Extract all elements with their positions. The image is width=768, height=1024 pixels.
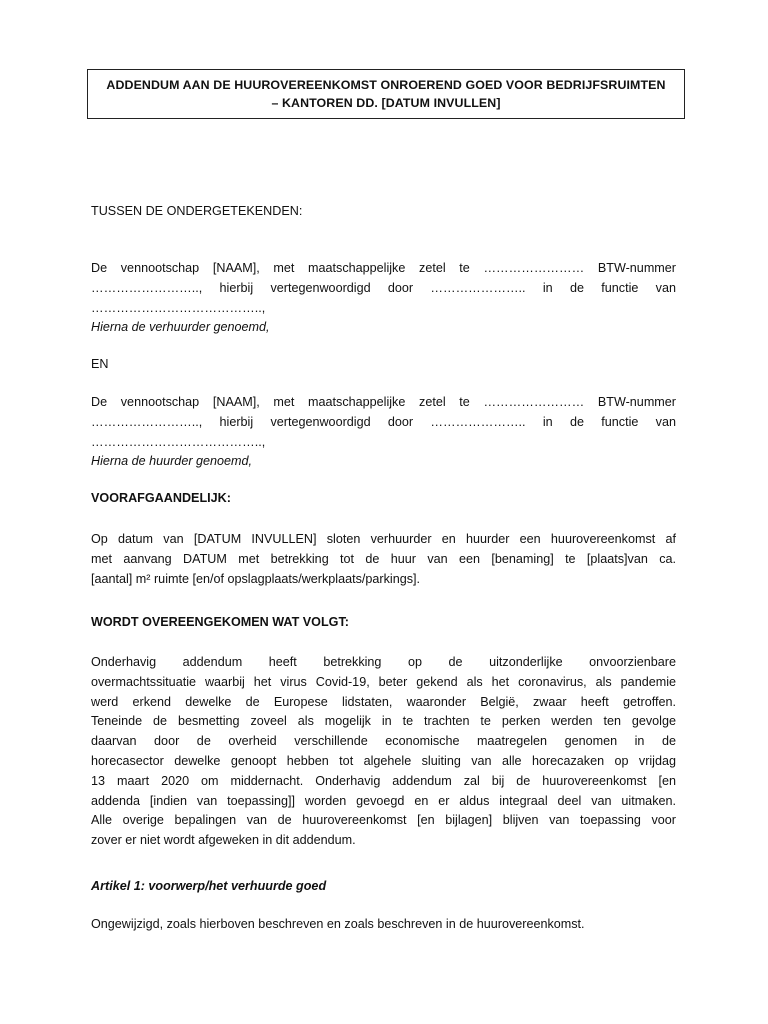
party-2-line-3: ………………………………….., — [91, 434, 266, 449]
party-2-role: Hierna de huurder genoemd, — [91, 454, 253, 469]
agreement-line: horecasector dewelke genoopt hebben tot algehele sluiting van alle horecazaken op vrijdag — [91, 753, 676, 768]
agreement-line: Teneinde de besmetting zoveel als mogelijk in te trachten te perken werden ten gevolge — [91, 714, 676, 729]
party-1-block — [91, 259, 676, 338]
agreement-line: zover er niet wordt afgeweken in dit addendum. — [91, 833, 356, 848]
preamble-line-3: [aantal] m² ruimte [en/of opslagplaats/werkplaats/parkings]. — [91, 571, 420, 586]
agreement-line: Alle overige bepalingen van de huurovereenkomst [en bijlagen] blijven van toepassing voor — [91, 813, 676, 828]
party-2-line-1: De vennootschap [NAAM], met maatschappelijke zetel te …………………… BTW-nummer — [91, 395, 676, 409]
party-1-line-1: De vennootschap [NAAM], met maatschappelijke zetel te …………………… BTW-nummer — [91, 261, 676, 275]
preamble-heading: VOORAFGAANDELIJK: — [91, 491, 231, 505]
party-1-role: Hierna de verhuurder genoemd, — [91, 320, 270, 335]
preamble-line-1: Op datum van [DATUM INVULLEN] sloten verhuurder en huurder een huurovereenkomst af — [91, 532, 676, 546]
agreement-heading: WORDT OVEREENGEKOMEN WAT VOLGT: — [91, 615, 349, 629]
preamble-line-2: met aanvang DATUM met betrekking tot de huur van een [benaming] te [plaats]van ca. — [91, 551, 676, 566]
agreement-line: daarvan door de overheid verschillende economische maatregelen genomen in de — [91, 734, 676, 749]
document-title-box — [87, 69, 685, 119]
document-title-line-1: ADDENDUM AAN DE HUUROVEREENKOMST ONROEREND GOED VOOR BEDRIJFSRUIMTEN — [106, 78, 666, 92]
agreement-line: werd erkend dewelke de Europese lidstaten, waaronder België, zwaar heeft getroffen. — [91, 694, 676, 709]
preamble-paragraph — [91, 530, 676, 589]
article-1-text: Ongewijzigd, zoals hierboven beschreven en zoals beschreven in de huurovereenkomst. — [91, 917, 585, 931]
party-1-line-2: …………………….., hierbij vertegenwoordigd door ………………….. in de functie van — [91, 280, 676, 295]
agreement-line: addenda [indien van toepassing]] worden gevoegd en er aldus integraal deel van uitmaken. — [91, 793, 676, 808]
document-title-line-2: – KANTOREN DD. [DATUM INVULLEN] — [271, 96, 501, 110]
agreement-line: Onderhavig addendum heeft betrekking op de uitzonderlijke onvoorzienbare — [91, 655, 676, 669]
article-1-heading: Artikel 1: voorwerp/het verhuurde goed — [91, 879, 327, 893]
conjunction: EN — [91, 357, 109, 371]
party-1-line-3: ………………………………….., — [91, 300, 266, 315]
party-2-line-2: …………………….., hierbij vertegenwoordigd door ………………….. in de functie van — [91, 414, 676, 429]
agreement-paragraph — [91, 653, 676, 851]
agreement-line: 13 maart 2020 om middernacht. Onderhavig addendum zal bij de huurovereenkomst [en — [91, 773, 676, 788]
parties-heading: TUSSEN DE ONDERGETEKENDEN: — [91, 204, 303, 218]
party-2-block — [91, 393, 676, 472]
agreement-line: overmachtssituatie waarbij het virus Covid-19, beter gekend als het coronavirus, als pandemie — [91, 674, 676, 689]
